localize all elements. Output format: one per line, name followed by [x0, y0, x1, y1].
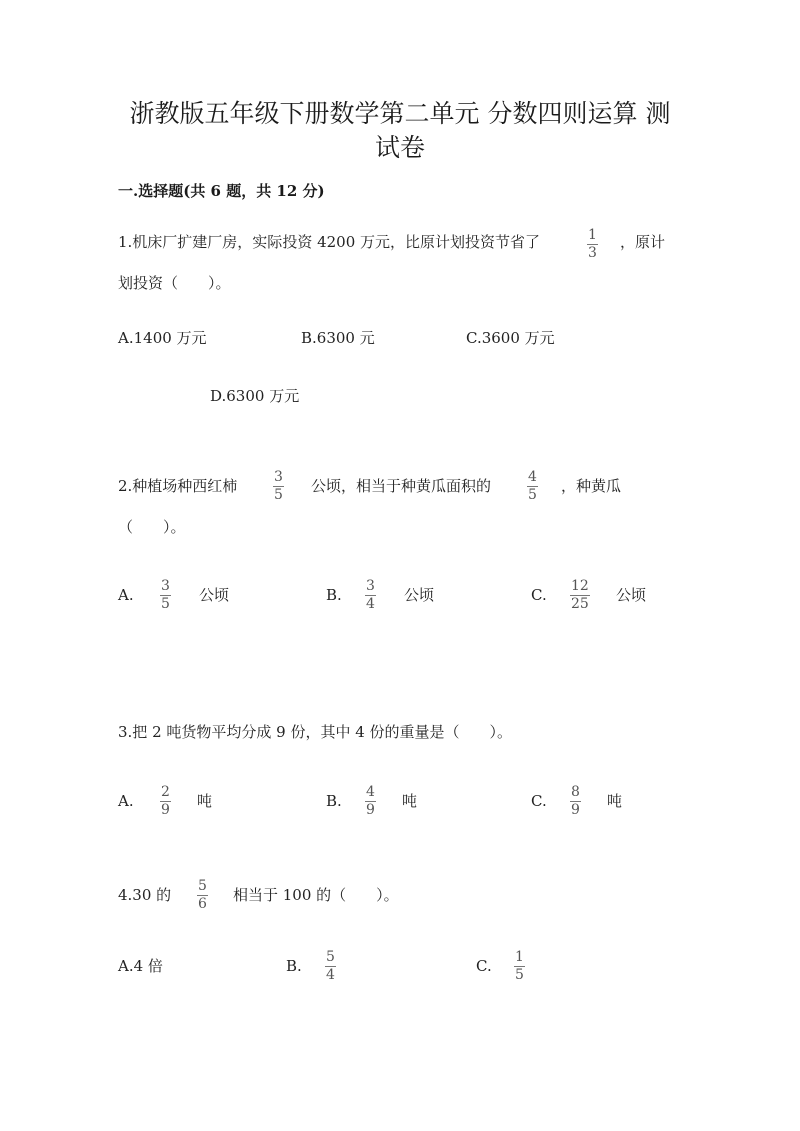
question-2-stem: 2.种植场种西红柿: [118, 477, 238, 495]
fraction-denominator: 4: [326, 967, 335, 983]
fraction-numerator: 1: [588, 227, 597, 243]
document-title-line-2: 试卷: [374, 133, 425, 162]
question-2-stem-end: ，种黄瓜: [561, 477, 622, 495]
fraction-numerator: 3: [274, 469, 283, 485]
option-fraction: [570, 579, 590, 612]
option-label: B.: [286, 957, 302, 975]
option-fraction: [160, 785, 171, 818]
option-unit: 公顷: [199, 586, 230, 604]
option-label: A.: [118, 792, 134, 810]
fraction-denominator: 9: [366, 802, 375, 818]
question-2-stem-fraction-2: [527, 470, 538, 503]
option-fraction: [570, 785, 581, 818]
section-heading: 一.选择题(共 6 题，共 12 分): [118, 182, 325, 200]
option-fraction: [325, 950, 336, 983]
option-label: C.: [531, 792, 547, 810]
option-unit: 公顷: [616, 586, 647, 604]
question-4-stem-fraction: [197, 879, 208, 912]
question-1-stem-continued: ，原计: [620, 233, 666, 251]
question-1-option-c[interactable]: C.3600 万元: [466, 329, 555, 347]
option-fraction: [365, 579, 376, 612]
question-1-stem-fraction: [587, 228, 598, 261]
option-label: B.: [326, 792, 342, 810]
option-unit: 吨: [402, 792, 418, 810]
option-unit: 吨: [607, 792, 623, 810]
option-label: C.: [476, 957, 492, 975]
option-unit: 公顷: [404, 586, 435, 604]
fraction-denominator: 5: [161, 596, 170, 612]
option-label: B.: [326, 586, 342, 604]
fraction-numerator: 3: [161, 578, 170, 594]
fraction-numerator: 4: [366, 784, 375, 800]
question-2-stem-line-2: （ ）。: [118, 518, 186, 536]
option-fraction: [160, 579, 171, 612]
fraction-denominator: 5: [528, 487, 537, 503]
fraction-numerator: 12: [571, 578, 589, 594]
option-label: C.: [531, 586, 547, 604]
question-1-stem: 1.机床厂扩建厂房，实际投资 4200 万元，比原计划投资节省了: [118, 233, 541, 251]
fraction-denominator: 5: [274, 487, 283, 503]
fraction-denominator: 25: [571, 596, 589, 612]
fraction-denominator: 9: [571, 802, 580, 818]
fraction-numerator: 4: [528, 469, 537, 485]
fraction-denominator: 5: [515, 967, 524, 983]
document-title-line-1: 浙教版五年级下册数学第二单元 分数四则运算 测: [129, 99, 671, 128]
fraction-numerator: 5: [326, 949, 335, 965]
fraction-numerator: 1: [515, 949, 524, 965]
question-2-stem-fraction-1: [273, 470, 284, 503]
fraction-numerator: 5: [198, 878, 207, 894]
question-4-option-a[interactable]: A.4 倍: [118, 957, 163, 975]
fraction-denominator: 6: [198, 896, 207, 912]
option-label: A.: [118, 586, 134, 604]
fraction-numerator: 3: [366, 578, 375, 594]
question-4-stem: 4.30 的: [118, 886, 172, 904]
question-1-option-d[interactable]: D.6300 万元: [210, 387, 300, 405]
question-1-stem-line-2: 划投资（ ）。: [118, 274, 231, 292]
option-fraction: [365, 785, 376, 818]
fraction-denominator: 9: [161, 802, 170, 818]
question-1-option-b[interactable]: B.6300 元: [301, 329, 375, 347]
option-fraction: [514, 950, 525, 983]
question-4-stem-continued: 相当于 100 的（ ）。: [233, 886, 399, 904]
fraction-numerator: 2: [161, 784, 170, 800]
fraction-denominator: 4: [366, 596, 375, 612]
fraction-denominator: 3: [588, 245, 597, 261]
question-1-option-a[interactable]: A.1400 万元: [118, 329, 207, 347]
option-unit: 吨: [197, 792, 213, 810]
fraction-numerator: 8: [571, 784, 580, 800]
question-2-stem-middle: 公顷，相当于种黄瓜面积的: [311, 477, 492, 495]
question-3-stem: 3.把 2 吨货物平均分成 9 份，其中 4 份的重量是（ ）。: [118, 723, 513, 741]
